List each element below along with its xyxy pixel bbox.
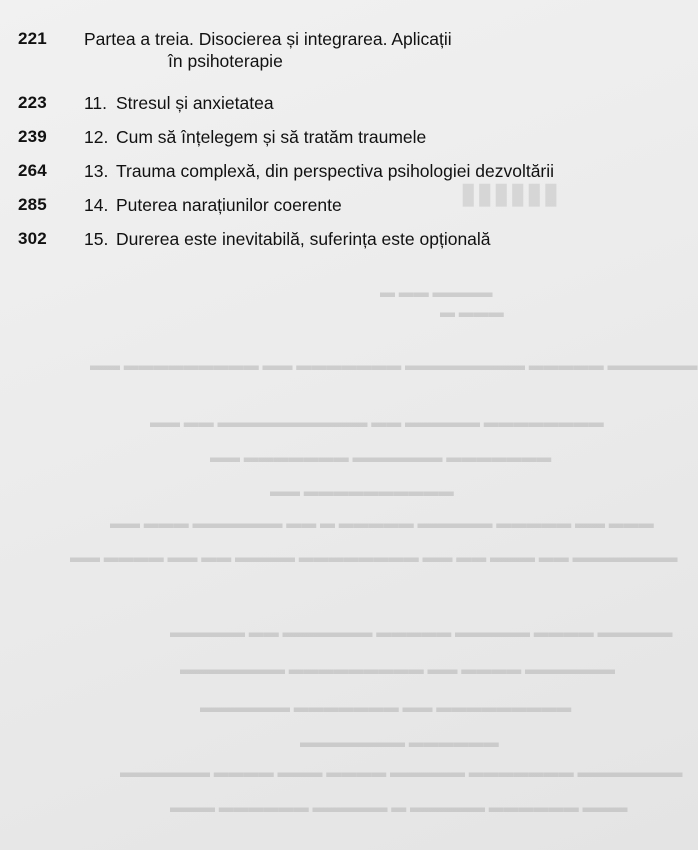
toc-chapter-number: 13. <box>84 161 109 181</box>
toc-title: Durerea este inevitabilă, suferința este opțională <box>116 229 491 249</box>
toc-entry <box>0 126 600 160</box>
toc-title: Cum să înțelegem și să tratăm traumele <box>116 127 427 147</box>
toc-entry <box>0 228 600 262</box>
bleed-through-line: ▬▬▬▬▬▬▬ ▬▬ ▬▬▬ ▬▬ ▬▬ ▬▬▬▬▬▬▬▬ ▬▬▬▬ ▬▬ ▬▬ ▬▬▬▬ ▬▬ <box>70 550 678 566</box>
toc-page-number: 223 <box>18 93 47 112</box>
bleed-through-line: ▬▬▬▬▬▬▬▬▬ ▬▬ ▬▬▬▬▬▬▬ ▬▬▬▬▬▬ <box>200 700 572 716</box>
toc-page-number: 302 <box>18 229 47 248</box>
toc-title: Stresul și anxietatea <box>116 93 274 113</box>
toc-chapter-number: 15. <box>84 229 109 249</box>
toc-title: Puterea narațiunilor coerente <box>116 195 342 215</box>
bleed-through-line: ▬▬▬▬▬▬▬ ▬▬▬▬▬▬▬ ▬▬▬▬▬ ▬▬▬▬ ▬▬▬ ▬▬▬▬ ▬▬▬▬▬▬ <box>120 765 683 781</box>
toc-entry <box>0 194 600 228</box>
toc-page-number: 239 <box>18 127 47 146</box>
table-of-contents <box>0 28 600 262</box>
toc-page-number: 221 <box>18 29 47 48</box>
bleed-through-line: ▬▬▬▬▬ ▬▬▬▬ ▬▬▬▬▬ ▬▬▬▬▬ ▬▬▬▬▬▬ ▬▬ ▬▬▬▬▬ <box>170 625 673 641</box>
toc-page-number: 285 <box>18 195 47 214</box>
toc-entry <box>0 160 600 194</box>
bleed-through-line: ▬▬▬▬▬▬▬▬ ▬▬▬▬▬ ▬▬ ▬▬▬▬▬▬▬▬▬▬ ▬▬ ▬▬ <box>150 415 604 431</box>
bleed-through-heading: ▮▮▮▮▮▮ <box>460 177 560 210</box>
bleed-through-line: ▬▬▬▬▬▬▬▬▬▬ ▬▬ <box>270 484 454 500</box>
toc-entry <box>0 92 600 126</box>
bleed-through-line: ▬▬▬ ▬▬▬▬▬▬ ▬▬▬▬▬ ▬ ▬▬▬▬▬ ▬▬▬▬▬▬ ▬▬▬ <box>170 800 628 816</box>
bleed-through-line: ▬▬▬ ▬▬ ▬▬▬▬▬ ▬▬▬▬▬ ▬▬▬▬▬ ▬ ▬▬ ▬▬▬▬▬▬ ▬▬▬ ▬▬ <box>110 516 654 532</box>
toc-title: Trauma complexă, din perspectiva psihologiei dezvoltării <box>116 161 555 181</box>
bleed-through-line: ▬▬▬▬ ▬▬ ▬ <box>380 285 493 301</box>
toc-title-continuation: în psihoterapie <box>168 51 283 71</box>
bleed-through-line: ▬▬▬ ▬ <box>440 305 504 321</box>
bleed-through-line: ▬▬▬▬▬▬ ▬▬▬▬▬▬▬ <box>300 735 499 751</box>
toc-chapter-number: 12. <box>84 127 109 147</box>
toc-entry-part-three <box>0 28 600 92</box>
bleed-through-line: ▬▬▬▬▬▬ ▬▬▬▬▬ ▬▬▬▬▬▬▬▬ ▬▬▬▬▬▬▬ ▬▬ ▬▬▬▬▬▬▬▬▬ ▬▬ <box>90 358 698 374</box>
bleed-through-line: ▬▬▬▬▬▬ ▬▬▬▬ ▬▬ ▬▬▬▬▬▬▬▬▬ ▬▬▬▬▬▬▬ <box>180 662 615 678</box>
toc-page-number: 264 <box>18 161 47 180</box>
toc-chapter-number: 14. <box>84 195 109 215</box>
bleed-through-line: ▬▬▬▬▬▬▬ ▬▬▬▬▬▬ ▬▬▬▬▬▬▬ ▬▬ <box>210 450 552 466</box>
toc-title: Partea a treia. Disocierea și integrarea. Aplicații <box>84 29 452 49</box>
toc-chapter-number: 11. <box>84 93 108 113</box>
